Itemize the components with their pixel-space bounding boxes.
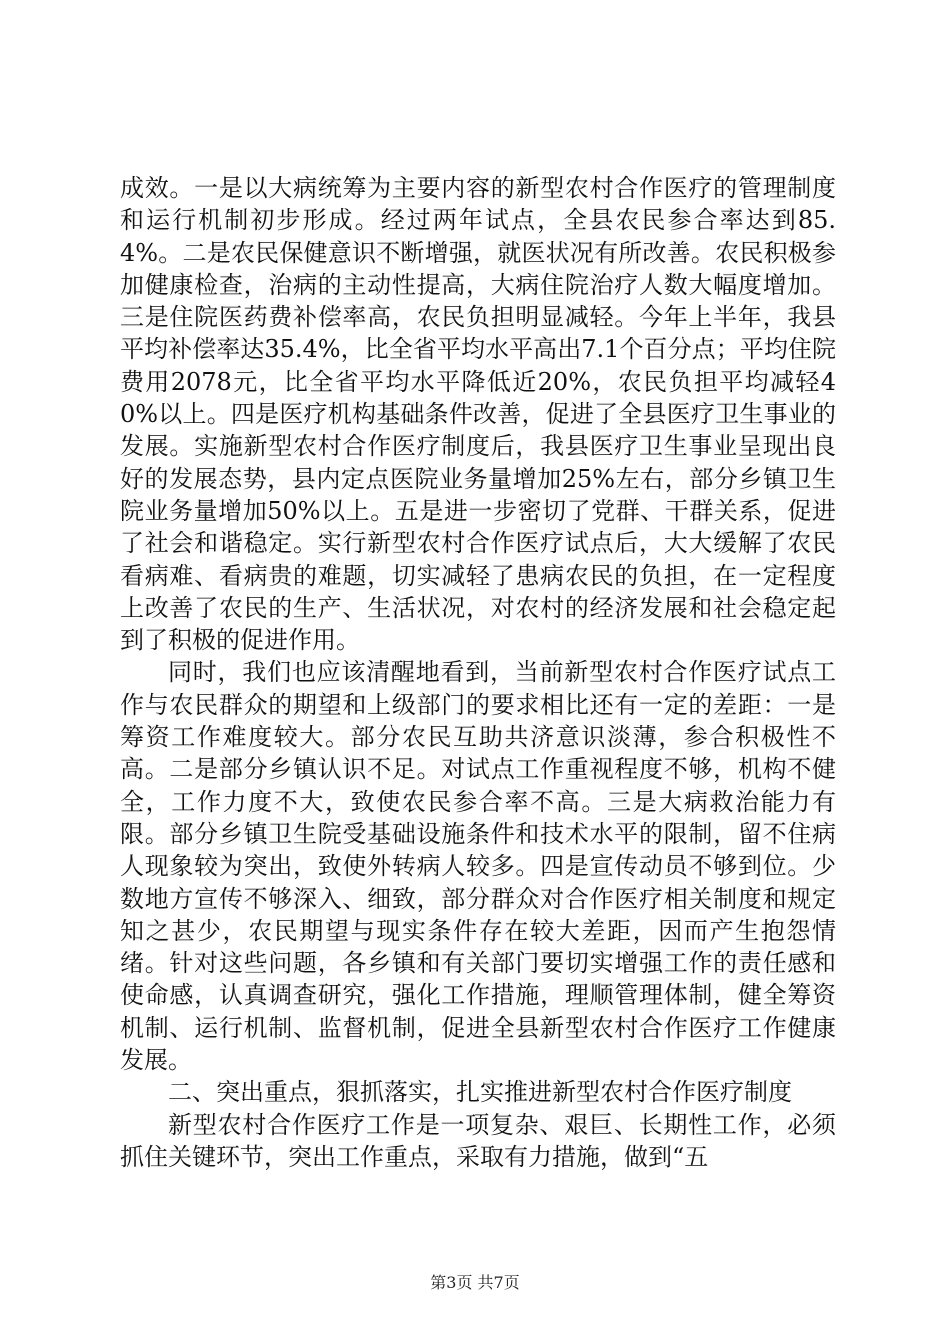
section-heading-2: 二、突出重点，狠抓落实，扎实推进新型农村合作医疗制度 bbox=[168, 1078, 792, 1107]
paragraph-shortcomings: 同时，我们也应该清醒地看到，当前新型农村合作医疗试点工作与农民群众的期望和上级部门的要求相比还有一定的差距：一是筹资工作难度较大。部分农民互助共济意识淡薄，参合积极性不高。二是部分乡镇认识不足。对试点工作重视程度不够，机构不健全，工作力度不大，致使农民参合率不高。三是大病救治能力有限。部分乡镇卫生院受基础设施条件和技术水平的限制，留不住病人现象较为突出，致使外转病人较多。四是宣传动员不够到位。少数地方宣传不够深入、细致，部分群众对合作医疗相关制度和规定知之甚少，农民期望与现实条件存在较大差距，因而产生抱怨情绪。针对这些问题，各乡镇和有关部门要切实增强工作的责任感和使命感，认真调查研究，强化工作措施，理顺管理体制，健全筹资机制、运行机制、监督机制，促进全县新型农村合作医疗工作健康发展。 bbox=[120, 658, 836, 1075]
paragraph-results: 成效。一是以大病统筹为主要内容的新型农村合作医疗的管理制度和运行机制初步形成。经过两年试点，全县农民参合率达到85.4%。二是农民保健意识不断增强，就医状况有所改善。农民积极参加健康检查，治病的主动性提高，大病住院治疗人数大幅度增加。三是住院医药费补偿率高，农民负担明显减轻。今年上半年，我县平均补偿率达35.4%，比全省平均水平高出7.1个百分点；平均住院费用2078元，比全省平均水平降低近20%，农民负担平均减轻40%以上。四是医疗机构基础条件改善，促进了全县医疗卫生事业的发展。实施新型农村合作医疗制度后，我县医疗卫生事业呈现出良好的发展态势，县内定点医院业务量增加25%左右，部分乡镇卫生院业务量增加50%以上。五是进一步密切了党群、干群关系，促进了社会和谐稳定。实行新型农村合作医疗试点后，大大缓解了农民看病难、看病贵的难题，切实减轻了患病农民的负担，在一定程度上改善了农民的生产、生活状况，对农村的经济发展和社会稳定起到了积极的促进作用。 bbox=[120, 174, 836, 655]
document-body bbox=[120, 172, 836, 1173]
page-footer: 第3页 共7页 bbox=[430, 1273, 520, 1292]
paragraph-key-points: 新型农村合作医疗工作是一项复杂、艰巨、长期性工作，必须抓住关键环节，突出工作重点，采取有力措施，做到“五 bbox=[120, 1110, 836, 1171]
